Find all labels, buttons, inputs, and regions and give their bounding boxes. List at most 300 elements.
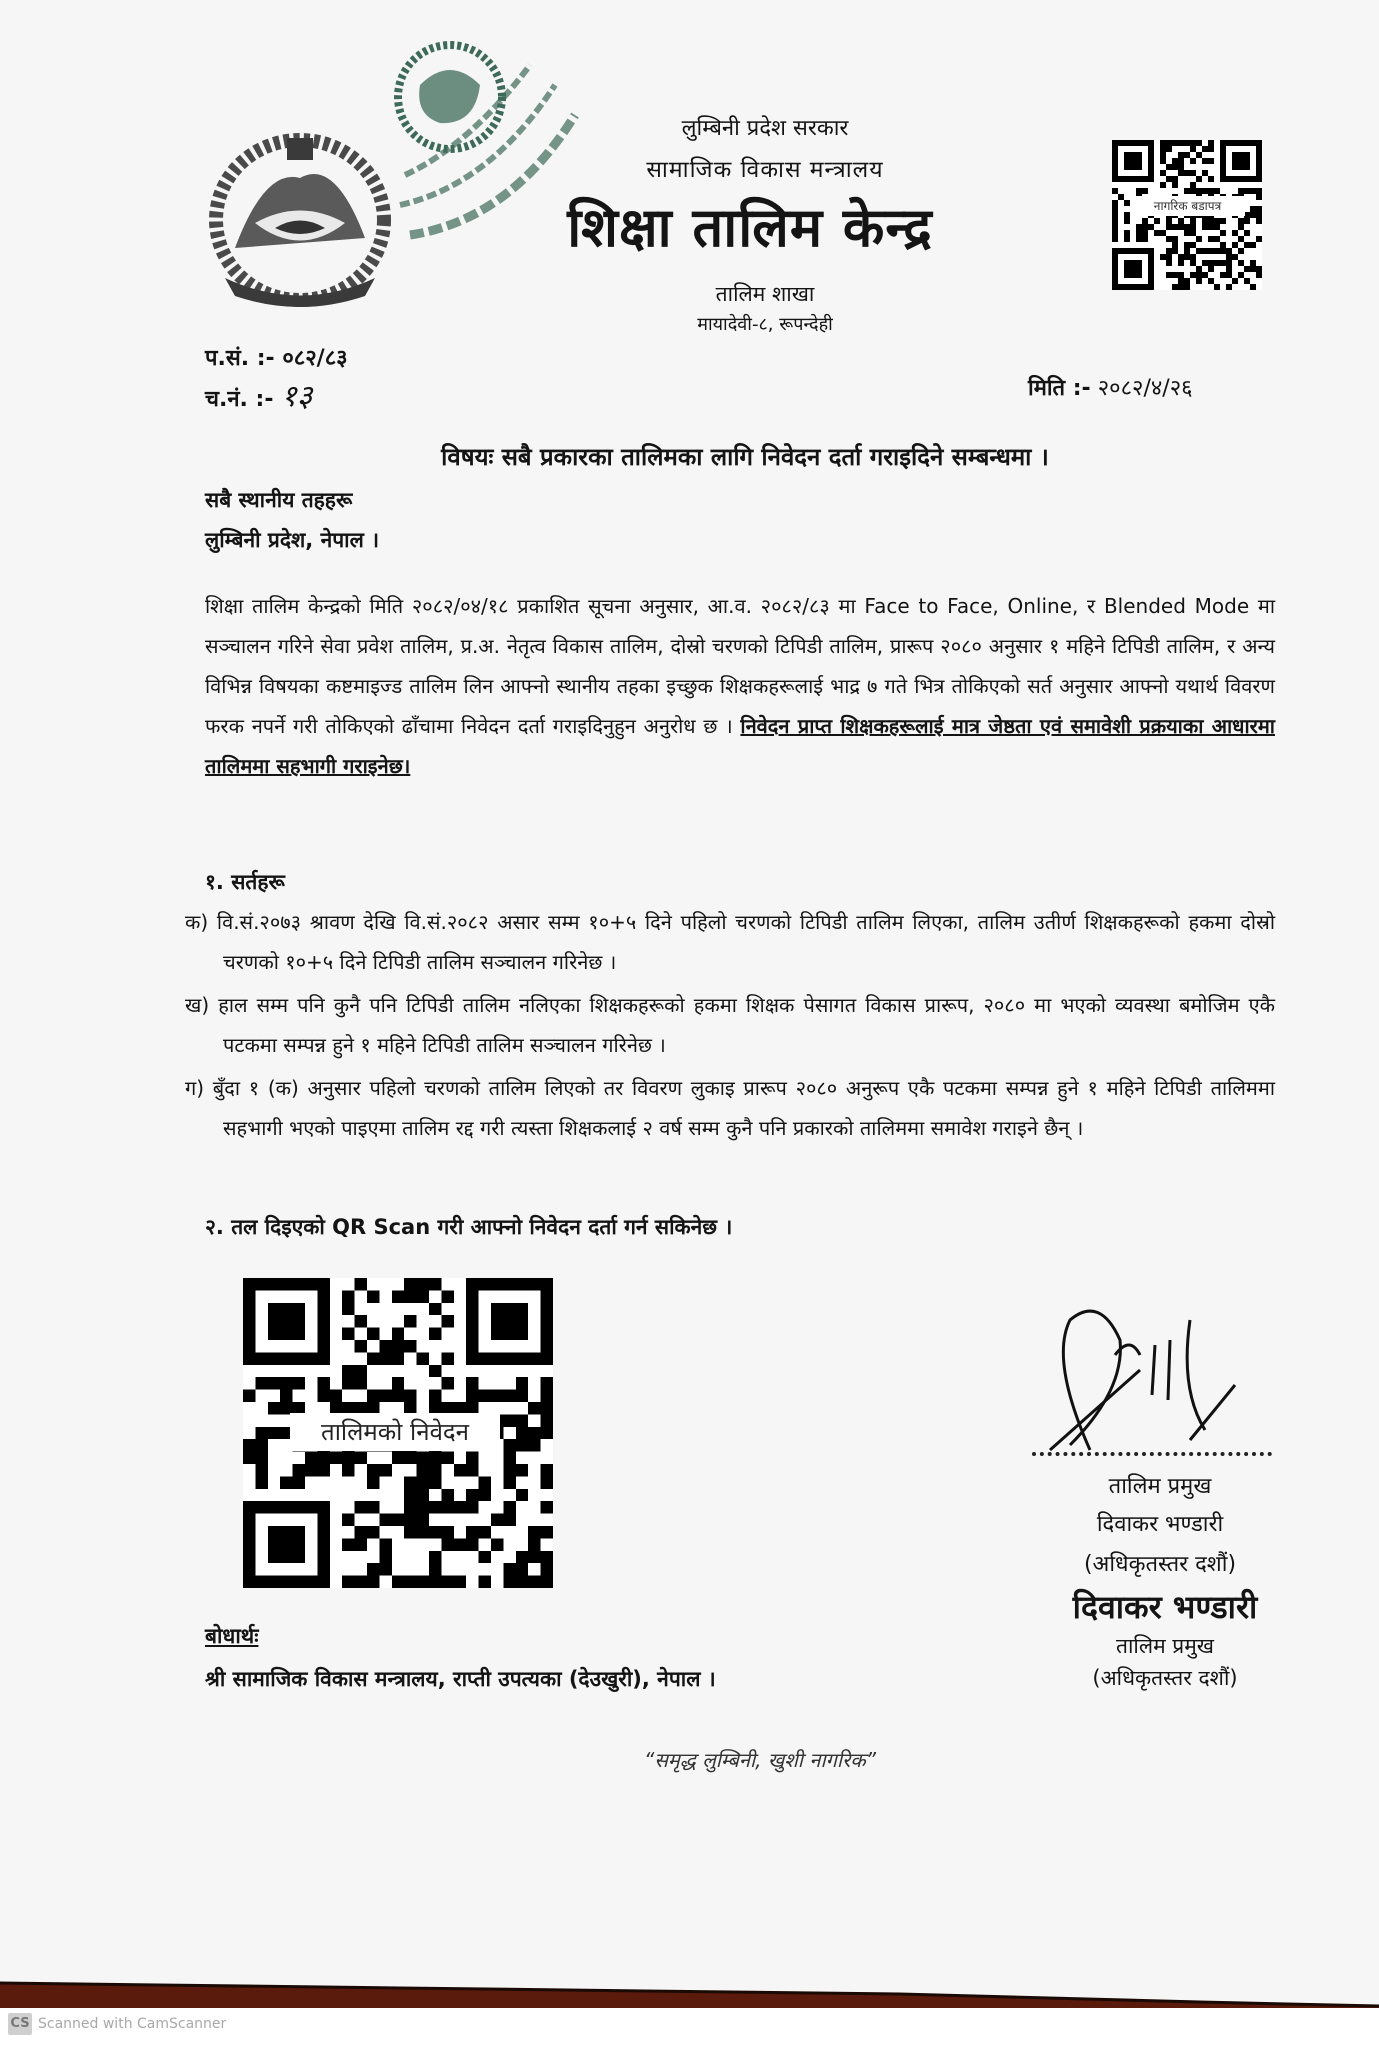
qr-module	[491, 1514, 503, 1526]
qr-module	[404, 1390, 416, 1402]
qr-module	[1112, 200, 1118, 206]
qr-module	[1184, 242, 1190, 248]
qr-module	[1178, 278, 1184, 284]
qr-module	[516, 1439, 528, 1451]
qr-module	[441, 1452, 453, 1464]
signatory-title: तालिम प्रमुख	[1108, 1474, 1212, 1499]
qr-module	[1256, 194, 1262, 200]
qr-module	[1160, 230, 1166, 236]
cc-label: बोधार्थः	[205, 1624, 259, 1648]
qr-module	[1172, 164, 1178, 170]
qr-module	[1208, 218, 1214, 224]
qr-module	[503, 1464, 515, 1476]
qr-module	[479, 1390, 491, 1402]
qr-module	[1232, 230, 1238, 236]
qr-module	[1256, 236, 1262, 242]
scan-edge-shadow	[0, 1978, 1379, 2008]
qr-module	[404, 1290, 416, 1302]
qr-module	[404, 1452, 416, 1464]
qr-module	[355, 1538, 367, 1550]
qr-module	[1208, 236, 1214, 242]
qr-module	[379, 1514, 391, 1526]
qr-module	[1166, 248, 1172, 254]
qr-module	[317, 1390, 329, 1402]
qr-module	[429, 1390, 441, 1402]
qr-module	[1112, 206, 1118, 212]
qr-module	[503, 1576, 515, 1588]
qr-module	[429, 1328, 441, 1340]
qr-module	[404, 1340, 416, 1352]
qr-module	[503, 1390, 515, 1402]
qr-module	[317, 1452, 329, 1464]
qr-module	[1172, 272, 1178, 278]
qr-module	[429, 1526, 441, 1538]
qr-module	[1196, 278, 1202, 284]
qr-module	[1160, 146, 1166, 152]
qr-module	[1178, 272, 1184, 278]
qr-module	[355, 1278, 367, 1290]
qr-module	[1142, 224, 1148, 230]
qr-finder-pattern	[268, 1526, 305, 1563]
qr-module	[280, 1390, 292, 1402]
qr-module	[1178, 284, 1184, 290]
qr-module	[1208, 146, 1214, 152]
condition-text: ख) हाल सम्म पनि कुनै पनि टिपिडी तालिम नलिएका शिक्षकहरूको हकमा शिक्षक पेसागत विकास प्रारूप, २०८० मा भएको व्यवस्था बमोजिम एकै पटकमा सम्पन्न हुने १ महिने टिपिडी तालिम सञ्चालन गरिनेछ ।	[185, 993, 1275, 1057]
body-paragraph	[205, 586, 1275, 786]
qr-module	[355, 1501, 367, 1513]
qr-module	[1190, 182, 1196, 188]
qr-module	[1172, 158, 1178, 164]
qr-module	[1190, 146, 1196, 152]
qr-module	[1112, 224, 1118, 230]
qr-module	[541, 1551, 553, 1563]
qr-module	[404, 1476, 416, 1488]
qr-module	[1208, 266, 1214, 272]
qr-module	[1196, 266, 1202, 272]
qr-module	[1136, 236, 1142, 242]
qr-module	[1208, 158, 1214, 164]
qr-module	[1160, 152, 1166, 158]
qr-module	[1112, 230, 1118, 236]
qr-module	[355, 1315, 367, 1327]
qr-module	[1250, 206, 1256, 212]
seal-rank: (अधिकृतस्तर दशौं)	[1092, 1666, 1238, 1690]
qr-module	[1184, 230, 1190, 236]
qr-module	[1244, 230, 1250, 236]
qr-module	[1202, 218, 1208, 224]
qr-module	[1172, 248, 1178, 254]
qr-module	[1238, 260, 1244, 266]
qr-module	[1142, 188, 1148, 194]
qr-module	[1244, 188, 1250, 194]
qr-module	[1160, 182, 1166, 188]
qr-module	[367, 1526, 379, 1538]
qr-module	[404, 1315, 416, 1327]
qr-module	[379, 1551, 391, 1563]
qr-module	[355, 1377, 367, 1389]
qr-module	[1226, 248, 1232, 254]
qr-module	[1208, 176, 1214, 182]
qr-module	[1256, 218, 1262, 224]
qr-instruction: २. तल दिइएको QR Scan गरी आफ्नो निवेदन दर्ता गर्न सकिनेछ ।	[205, 1215, 733, 1239]
government-name: लुम्बिनी प्रदेश सरकार	[681, 116, 849, 141]
qr-module	[503, 1476, 515, 1488]
ps-label: प.सं. :-	[205, 346, 275, 371]
qr-module	[342, 1514, 354, 1526]
qr-module	[1202, 260, 1208, 266]
qr-finder-pattern	[1124, 260, 1142, 278]
qr-module	[1184, 188, 1190, 194]
qr-module	[479, 1551, 491, 1563]
qr-module	[367, 1476, 379, 1488]
qr-module	[1202, 248, 1208, 254]
condition-item	[185, 902, 1275, 982]
qr-module	[293, 1476, 305, 1488]
qr-module	[1220, 242, 1226, 248]
qr-module	[466, 1501, 478, 1513]
qr-module	[1136, 230, 1142, 236]
qr-module	[342, 1452, 354, 1464]
qr-module	[1196, 152, 1202, 158]
qr-module	[1148, 224, 1154, 230]
qr-module	[417, 1501, 429, 1513]
qr-module	[1202, 158, 1208, 164]
qr-module	[528, 1526, 540, 1538]
qr-module	[1112, 188, 1118, 194]
qr-module	[1154, 230, 1160, 236]
ministry-name: सामाजिक विकास मन्त्रालय	[646, 157, 884, 183]
addressee-line-2: लुम्बिनी प्रदेश, नेपाल ।	[205, 528, 380, 552]
qr-module	[355, 1340, 367, 1352]
qr-module	[1178, 158, 1184, 164]
qr-module	[404, 1576, 416, 1588]
qr-module	[429, 1551, 441, 1563]
qr-module	[392, 1514, 404, 1526]
conditions-title: १. सर्तहरू	[205, 870, 285, 894]
qr-module	[1256, 266, 1262, 272]
qr-module	[503, 1439, 515, 1451]
qr-module	[367, 1464, 379, 1476]
qr-module	[1196, 176, 1202, 182]
qr-module	[1244, 278, 1250, 284]
qr-module	[342, 1538, 354, 1550]
qr-module	[1178, 170, 1184, 176]
qr-module	[1220, 260, 1226, 266]
qr-module	[1226, 254, 1232, 260]
qr-module	[479, 1476, 491, 1488]
qr-module	[1172, 140, 1178, 146]
qr-module	[441, 1489, 453, 1501]
qr-module	[392, 1290, 404, 1302]
qr-module	[1256, 212, 1262, 218]
qr-module	[441, 1377, 453, 1389]
qr-module	[243, 1452, 255, 1464]
qr-module	[429, 1476, 441, 1488]
qr-module	[503, 1514, 515, 1526]
qr-module	[541, 1414, 553, 1426]
qr-module	[1196, 236, 1202, 242]
qr-module	[268, 1377, 280, 1389]
qr-module	[1154, 218, 1160, 224]
qr-module	[255, 1439, 267, 1451]
qr-module	[355, 1576, 367, 1588]
qr-module	[1190, 188, 1196, 194]
qr-module	[1178, 254, 1184, 260]
qr-module	[1190, 140, 1196, 146]
qr-module	[528, 1576, 540, 1588]
ps-value: ०८२/८३	[282, 346, 348, 371]
qr-module	[1238, 224, 1244, 230]
qr-module	[466, 1538, 478, 1550]
qr-module	[417, 1452, 429, 1464]
qr-module	[1118, 194, 1124, 200]
qr-module	[1208, 140, 1214, 146]
qr-module	[417, 1526, 429, 1538]
qr-top-label: नागरिक बडापत्र	[1130, 196, 1245, 216]
qr-module	[1250, 284, 1256, 290]
qr-module	[1136, 188, 1142, 194]
qr-module	[541, 1464, 553, 1476]
qr-module	[1178, 140, 1184, 146]
qr-module	[367, 1576, 379, 1588]
qr-module	[355, 1526, 367, 1538]
qr-module	[541, 1501, 553, 1513]
qr-module	[528, 1538, 540, 1550]
qr-module	[1250, 266, 1256, 272]
qr-module	[1124, 236, 1130, 242]
qr-module	[466, 1489, 478, 1501]
qr-module	[1166, 176, 1172, 182]
qr-module	[1184, 248, 1190, 254]
qr-module	[479, 1489, 491, 1501]
qr-module	[417, 1352, 429, 1364]
qr-module	[1166, 236, 1172, 242]
qr-module	[429, 1303, 441, 1315]
signature-line	[1032, 1452, 1272, 1456]
qr-module	[541, 1427, 553, 1439]
qr-module	[516, 1563, 528, 1575]
qr-module	[1214, 260, 1220, 266]
qr-module	[1178, 224, 1184, 230]
qr-module	[1184, 284, 1190, 290]
qr-module	[466, 1452, 478, 1464]
qr-module	[1184, 170, 1190, 176]
qr-module	[379, 1352, 391, 1364]
scanner-watermark: Scanned with CamScanner	[38, 2016, 227, 2032]
qr-module	[1178, 164, 1184, 170]
qr-module	[1190, 260, 1196, 266]
qr-module	[1214, 248, 1220, 254]
nepal-emblem-icon	[205, 128, 395, 308]
qr-module	[541, 1476, 553, 1488]
qr-module	[1184, 140, 1190, 146]
body-text: शिक्षा तालिम केन्द्रको मिति २०८२/०४/१८ प्रकाशित सूचना अनुसार, आ.व. २०८२/८३ मा Face to Face, Online, र Blended Mode मा सञ्चालन गरिने सेवा प्रवेश तालिम, प्र.अ. नेतृत्व विकास तालिम, दोस्रो चरणको टिपिडी तालिम, प्रारूप २०८० अनुसार १ महिने टिपिडी तालिम, र अन्य विभिन्न विषयका कष्टमाइज्ड तालिम लिन आफ्नो स्थानीय तहका इच्छुक शिक्षकहरूलाई भाद्र ७ गते भित्र तोकिएको सर्त अनुसार आफ्नो यथार्थ विवरण फरक नपर्ने गरी तोकिएको ढाँचामा निवेदन दर्ता गराइदिनुहुन अनुरोध छ ।	[205, 594, 1275, 738]
qr-module	[293, 1377, 305, 1389]
seal-name: दिवाकर भण्डारी	[1072, 1588, 1258, 1626]
qr-module	[1184, 224, 1190, 230]
qr-main-label: तालिमको निवेदन	[290, 1413, 500, 1451]
qr-module	[1214, 224, 1220, 230]
qr-module	[1160, 158, 1166, 164]
qr-module	[404, 1278, 416, 1290]
qr-module	[1256, 188, 1262, 194]
signatory-rank: (अधिकृतस्तर दशौं)	[1083, 1552, 1237, 1577]
qr-module	[1190, 158, 1196, 164]
qr-module	[1112, 218, 1118, 224]
qr-module	[541, 1377, 553, 1389]
qr-module	[1172, 224, 1178, 230]
handwritten-signature-icon	[1030, 1300, 1240, 1460]
qr-module	[516, 1414, 528, 1426]
qr-module	[503, 1414, 515, 1426]
qr-module	[429, 1365, 441, 1377]
qr-module	[528, 1551, 540, 1563]
qr-module	[417, 1464, 429, 1476]
qr-module	[1202, 272, 1208, 278]
qr-module	[280, 1377, 292, 1389]
qr-module	[1202, 146, 1208, 152]
qr-module	[541, 1576, 553, 1588]
office-address: मायादेवी-८, रूपन्देही	[697, 314, 833, 335]
signatory-name: दिवाकर भण्डारी	[1096, 1512, 1224, 1537]
qr-module	[355, 1452, 367, 1464]
qr-module	[1172, 236, 1178, 242]
center-name: शिक्षा तालिम केन्द्र	[567, 196, 933, 259]
qr-module	[1214, 284, 1220, 290]
qr-module	[392, 1352, 404, 1364]
qr-module	[1142, 236, 1148, 242]
qr-module	[466, 1377, 478, 1389]
qr-module	[255, 1377, 267, 1389]
qr-module	[1178, 218, 1184, 224]
condition-item	[185, 1068, 1275, 1148]
qr-module	[528, 1402, 540, 1414]
qr-module	[1214, 236, 1220, 242]
qr-module	[1208, 248, 1214, 254]
qr-module	[1190, 230, 1196, 236]
slogan: “समृद्ध लुम्बिनी, खुशी नागरिक”	[644, 1748, 876, 1772]
qr-module	[1220, 230, 1226, 236]
qr-module	[454, 1576, 466, 1588]
qr-module	[516, 1551, 528, 1563]
qr-module	[1238, 272, 1244, 278]
letter-date	[1028, 372, 1193, 402]
qr-module	[1172, 182, 1178, 188]
qr-module	[392, 1328, 404, 1340]
qr-module	[392, 1390, 404, 1402]
qr-module	[1214, 188, 1220, 194]
qr-module	[280, 1476, 292, 1488]
qr-module	[1226, 260, 1232, 266]
qr-module	[541, 1390, 553, 1402]
qr-module	[454, 1538, 466, 1550]
qr-module	[516, 1427, 528, 1439]
qr-module	[441, 1526, 453, 1538]
qr-module	[404, 1489, 416, 1501]
qr-module	[1250, 212, 1256, 218]
qr-module	[1142, 230, 1148, 236]
qr-module	[1184, 278, 1190, 284]
qr-module	[379, 1563, 391, 1575]
dispatch-number	[205, 374, 312, 415]
qr-module	[305, 1452, 317, 1464]
condition-text: क) वि.सं.२०७३ श्रावण देखि वि.सं.२०८२ असार सम्म १०+५ दिने पहिलो चरणको टिपिडी तालिम लिएका, तालिम उतीर्ण शिक्षकहरूको हकमा दोस्रो चरणको १०+५ दिने टिपिडी तालिम सञ्चालन गरिनेछ ।	[185, 910, 1275, 974]
qr-module	[1220, 218, 1226, 224]
qr-module	[1112, 236, 1118, 242]
qr-module	[404, 1526, 416, 1538]
qr-module	[1112, 212, 1118, 218]
qr-module	[454, 1464, 466, 1476]
qr-module	[1244, 266, 1250, 272]
qr-module	[441, 1290, 453, 1302]
qr-module	[1184, 254, 1190, 260]
qr-module	[1238, 218, 1244, 224]
qr-module	[528, 1439, 540, 1451]
qr-module	[342, 1290, 354, 1302]
qr-module	[268, 1402, 280, 1414]
qr-module	[1238, 188, 1244, 194]
qr-module	[466, 1390, 478, 1402]
qr-module	[1166, 140, 1172, 146]
qr-module	[1196, 188, 1202, 194]
qr-module	[342, 1464, 354, 1476]
qr-module	[1160, 254, 1166, 260]
condition-text: ग) बुँदा १ (क) अनुसार पहिलो चरणको तालिम लिएको तर विवरण लुकाइ प्रारूप २०८० अनुरूप एकै पटकमा सम्पन्न हुने १ महिने टिपिडी तालिममा सहभागी भएको पाइएमा तालिम रद्द गरी त्यस्ता शिक्षकलाई २ वर्ष सम्म कुनै पनि प्रकारको तालिममा समावेश गराइने छैन् ।	[185, 1076, 1275, 1140]
qr-module	[429, 1278, 441, 1290]
qr-module	[1196, 272, 1202, 278]
qr-module	[342, 1328, 354, 1340]
qr-module	[1238, 236, 1244, 242]
qr-module	[441, 1538, 453, 1550]
condition-item	[185, 985, 1275, 1065]
qr-module	[1250, 188, 1256, 194]
branch-name: तालिम शाखा	[715, 282, 815, 306]
qr-module	[1190, 224, 1196, 230]
qr-module	[1208, 278, 1214, 284]
reference-number	[205, 342, 348, 372]
qr-module	[441, 1352, 453, 1364]
qr-module	[1208, 260, 1214, 266]
qr-module	[1166, 218, 1172, 224]
qr-module	[541, 1526, 553, 1538]
qr-module	[1178, 260, 1184, 266]
qr-module	[417, 1476, 429, 1488]
cn-label: च.नं. :-	[205, 387, 274, 412]
qr-module	[392, 1377, 404, 1389]
qr-module	[392, 1576, 404, 1588]
qr-module	[1232, 278, 1238, 284]
qr-module	[1172, 284, 1178, 290]
qr-module	[466, 1526, 478, 1538]
qr-module	[1184, 152, 1190, 158]
qr-module	[293, 1464, 305, 1476]
qr-module	[379, 1390, 391, 1402]
cc-recipient: श्री सामाजिक विकास मन्त्रालय, राप्ती उपत्यका (देउखुरी), नेपाल ।	[205, 1667, 716, 1691]
qr-module	[317, 1377, 329, 1389]
qr-finder-pattern	[268, 1303, 305, 1340]
qr-module	[417, 1514, 429, 1526]
qr-module	[1232, 242, 1238, 248]
qr-module	[1160, 170, 1166, 176]
qr-module	[1142, 218, 1148, 224]
camscanner-logo-icon: CS	[8, 2013, 32, 2035]
qr-module	[1166, 164, 1172, 170]
qr-module	[1202, 170, 1208, 176]
qr-module	[1190, 254, 1196, 260]
qr-finder-pattern	[1124, 152, 1142, 170]
qr-module	[1190, 170, 1196, 176]
qr-module	[479, 1526, 491, 1538]
